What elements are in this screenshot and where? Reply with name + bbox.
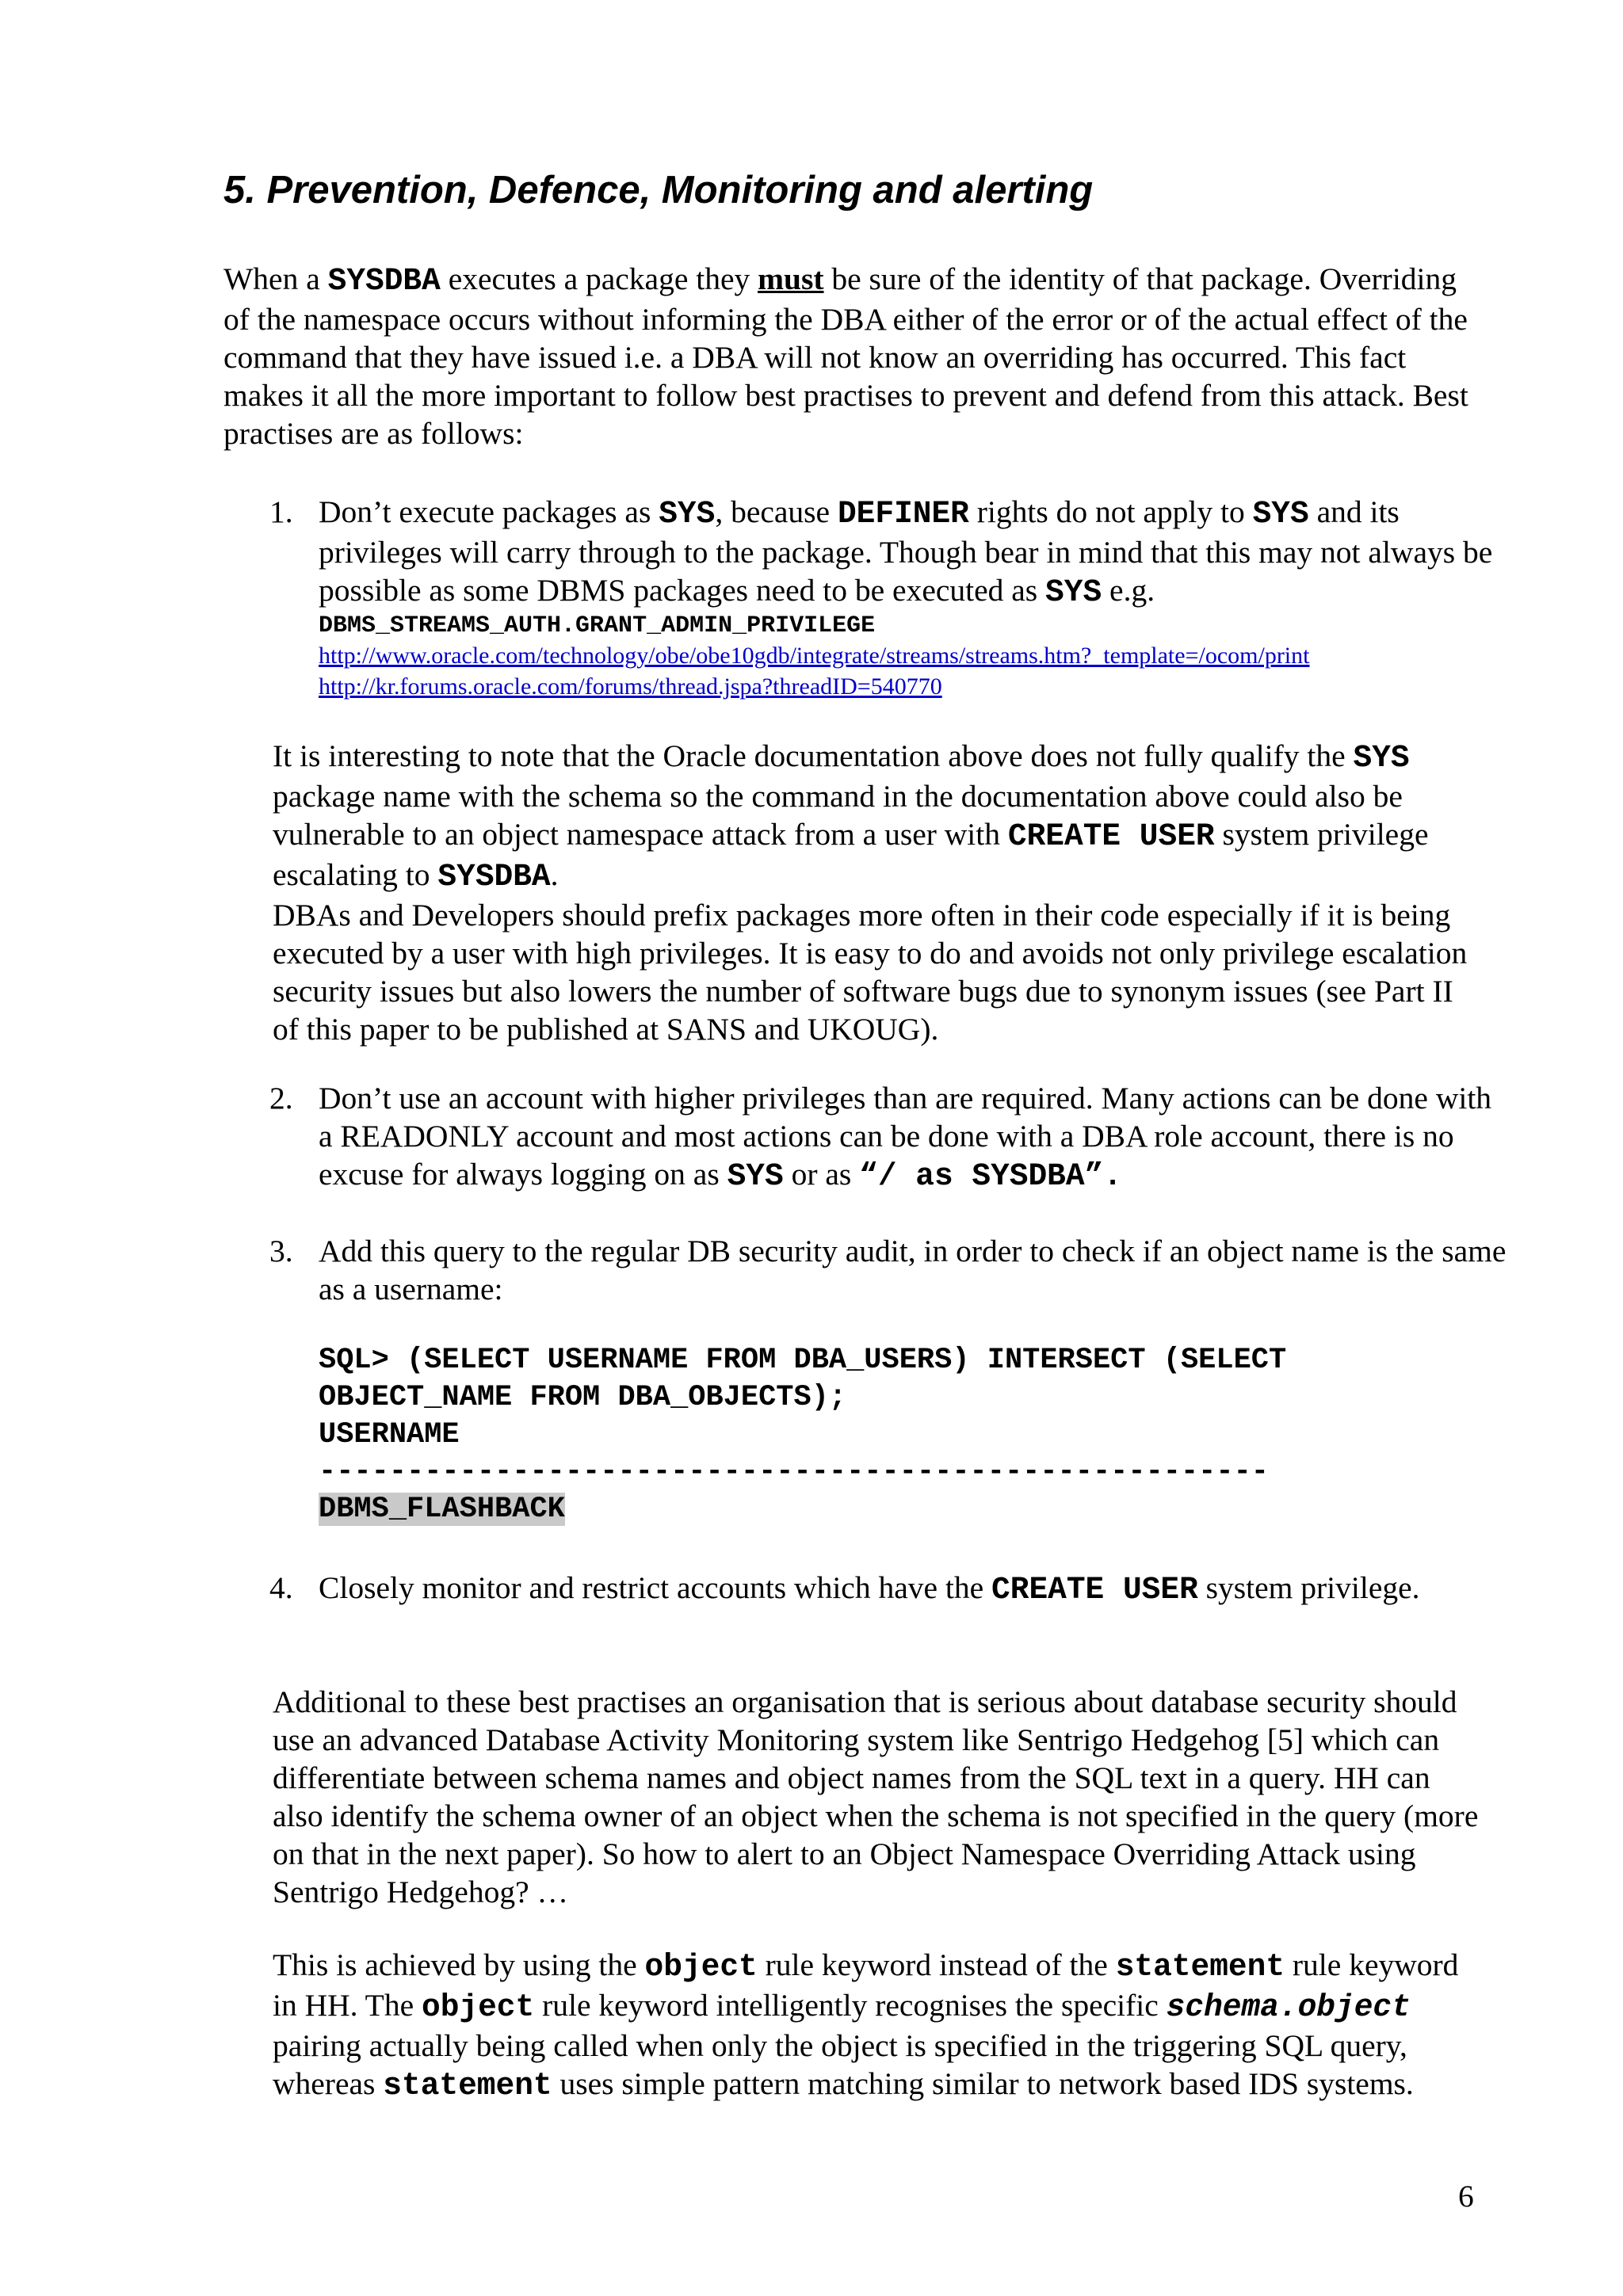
list-item-body [319, 1232, 1507, 1308]
code-term: CREATE USER [991, 1572, 1198, 1608]
code-term: SYS [1353, 740, 1410, 776]
section-heading: 5. Prevention, Defence, Monitoring and alerting [223, 169, 1094, 212]
emphasis-term: must [758, 261, 824, 296]
sql-code-block [319, 1342, 1491, 1528]
text-run: It is interesting to note that the Oracle documentation above does not fully qualify the [273, 738, 1354, 773]
code-term: schema.object [1166, 1989, 1411, 2025]
text-run: system privilege escalating to [273, 817, 1429, 892]
list-number: 1. [269, 494, 293, 529]
text-run: rights do not apply to [968, 494, 1253, 529]
list-item-body [319, 493, 1507, 702]
text-run: When a [223, 261, 328, 296]
code-term: SYS [1045, 574, 1102, 610]
dbas-paragraph: DBAs and Developers should prefix packages more often in their code especially if it is being executed by a user with high privileges. It is easy to do and avoids not only privilege escalation security issues but also lowers the number of software bugs due to synonym issues (see Part II of this paper to be published at SANS and UKOUG). [273, 898, 1468, 1047]
code-term: statement [383, 2068, 552, 2103]
text-run: e.g. [1102, 573, 1155, 608]
text-run: This is achieved by using the [273, 1947, 645, 1982]
code-term: SYS [1252, 496, 1309, 532]
code-separator: ------------------------------------------------------ [319, 1455, 1269, 1489]
highlighted-result: DBMS_FLASHBACK [319, 1493, 565, 1526]
code-term: SYS [727, 1158, 784, 1194]
code-term: SYS [659, 496, 716, 532]
intro-paragraph [223, 260, 1484, 452]
text-run: system privilege. [1197, 1570, 1420, 1605]
text-run: or as [783, 1157, 860, 1192]
code-term: SYSDBA [327, 263, 441, 299]
list-number: 3. [269, 1234, 293, 1268]
list-item-body [319, 1079, 1507, 1196]
code-term: CREATE USER [1007, 818, 1215, 854]
text-run: Closely monitor and restrict accounts which have the [319, 1570, 992, 1605]
text-run: Don’t use an account with higher privileges than are required. Many actions can be done with a READONLY account and most actions can be done with a DBA role account, there is no excuse for always logging on as [319, 1081, 1492, 1192]
code-term: DEFINER [837, 496, 969, 532]
list-item-body [319, 1569, 1507, 1609]
oracle-forum-link[interactable]: http://kr.forums.oracle.com/forums/thread.jspa?threadID=540770 [319, 673, 942, 700]
page-number: 6 [1458, 2179, 1474, 2214]
text-run: executes a package they [440, 261, 758, 296]
code-package-name: DBMS_STREAMS_AUTH.GRANT_ADMIN_PRIVILEGE [319, 612, 876, 639]
text-run: . [550, 857, 559, 892]
list-item-text: Add this query to the regular DB security audit, in order to check if an object name is the same as a username: [319, 1234, 1507, 1306]
text-run: , because [715, 494, 838, 529]
text-run: rule keyword intelligently recognises the specific [534, 1988, 1167, 2023]
achieved-paragraph [273, 1946, 1485, 2105]
note-paragraph [273, 737, 1485, 896]
code-line: USERNAME [319, 1418, 460, 1451]
text-run: and its privileges will carry through to the package. Though bear in mind that this may not always be possible as some DBMS packages need to be executed as [319, 494, 1493, 608]
text-run: pairing actually being called when only the object is specified in the triggering SQL query, whereas [273, 2028, 1407, 2101]
code-term: statement [1115, 1949, 1285, 1985]
text-run: rule keyword instead of the [757, 1947, 1116, 1982]
code-line: SQL> (SELECT USERNAME FROM DBA_USERS) INTERSECT (SELECT [319, 1344, 1287, 1377]
code-term: “/ as SYSDBA”. [859, 1158, 1122, 1194]
code-term: SYSDBA [437, 859, 551, 894]
list-number: 4. [269, 1570, 293, 1605]
text-run: uses simple pattern matching similar to network based IDS systems. [552, 2066, 1414, 2101]
text-run: package name with the schema so the command in the documentation above could also be vulnerable to an object namespace attack from a user with [273, 779, 1403, 852]
oracle-docs-link[interactable]: http://www.oracle.com/technology/obe/obe10gdb/integrate/streams/streams.htm?_template=/ocom/print [319, 643, 1310, 669]
note-paragraphs [273, 737, 1485, 1048]
code-line: OBJECT_NAME FROM DBA_OBJECTS); [319, 1381, 847, 1414]
text-run: be sure of the identity of that package. Overriding of the namespace occurs without informing the DBA either of the error or of the actual effect of the command that they have issued i.e. a DBA will not know an overriding has occurred. This fact makes it all the more important to follow best practises to prevent and defend from this attack. Best practises are as follows: [223, 261, 1468, 451]
text-run: rule keyword in HH. The [273, 1947, 1459, 2023]
code-term: object [421, 1989, 535, 2025]
list-number: 2. [269, 1081, 293, 1116]
additional-paragraph: Additional to these best practises an organisation that is serious about database security should use an advanced Database Activity Monitoring system like Sentrigo Hedgehog [5] which can differentiate between schema names and object names from the SQL text in a query. HH can also identify the schema owner of an object when the schema is not specified in the query (more on that in the next paper). So how to alert to an Object Namespace Overriding Attack using Sentrigo Hedgehog? … [273, 1684, 1479, 1909]
text-run: Don’t execute packages as [319, 494, 659, 529]
code-term: object [644, 1949, 758, 1985]
